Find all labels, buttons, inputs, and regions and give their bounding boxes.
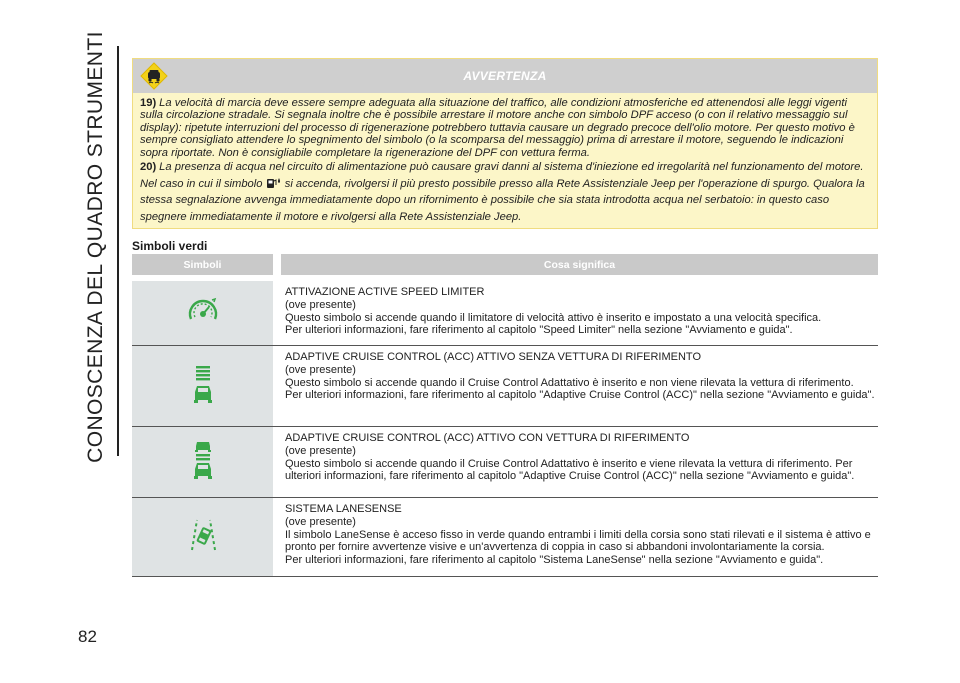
table-row [132,427,878,498]
header-meaning: Cosa significa [281,254,878,275]
row-note: (ove presente) [285,363,356,376]
row-line: Per ulteriori informazioni, fare riferimento al capitolo "Sistema LaneSense" nella sezione "Avviamento e guida". [285,554,824,567]
acc-no-vehicle-icon [191,364,215,409]
row-line: Questo simbolo si accende quando il Cruise Control Adattativo è inserito e viene rilevata la vettura di riferimento. Per ulteriori informazioni, fare riferimento al capitolo "Adaptive Cruise Control (ACC)" nella sezione "Avviamento e guida". [285,457,855,483]
water-in-fuel-icon [266,176,282,189]
car-warning-icon [140,62,168,90]
row-line: Il simbolo LaneSense è acceso fisso in verde quando entrambi i limiti della corsia sono stati rilevati e il sistema è attivo e pronto per fornire avvertenze visive e un'avvertenza di coppia in caso si abbandoni involontariamente la corsia. [285,528,871,554]
row-line: Questo simbolo si accende quando il Cruise Control Adattativo è inserito e non viene rilevata la vettura di riferimento. [285,376,854,389]
table-row [132,346,878,427]
warning-item-20: 20) La presenza di acqua nel circuito di alimentazione può causare gravi danni al sistema d'iniezione ed irregolarità nel funzionamento del motore. Nel caso in cui il simbolo si accenda, rivolgersi il più presto possibile presso alla Rete Assistenziale Jeep per l'operazione di spurgo. Qualora la stessa segnalazione avvenga immediatamente dopo un rifornimento è possibile che sia stata introdotta acqua nel serbatoio: in questo caso spegnere immediatamente il motore e rivolgersi alla Rete Assistenziale Jeep. [140,161,865,223]
row-note: (ove presente) [285,444,356,457]
side-chapter-title: CONOSCENZA DEL QUADRO STRUMENTI [84,31,108,463]
table-row [132,281,878,346]
side-rule-divider [117,46,119,456]
row-line: Questo simbolo si accende quando il limitatore di velocità attivo è inserito e impostato a una velocità specifica. [285,311,822,324]
row-title: ADAPTIVE CRUISE CONTROL (ACC) ATTIVO CON VETTURA DI RIFERIMENTO [285,432,690,444]
acc-with-vehicle-icon [191,440,215,485]
section-title: Simboli verdi [132,239,208,253]
warning-text [133,93,877,225]
warning-header [133,59,877,93]
lanesense-icon [188,518,218,557]
symbols-table [132,254,878,577]
row-note: (ove presente) [285,298,356,311]
speed-limiter-icon [186,294,220,333]
table-header [132,254,878,275]
row-title: SISTEMA LANESENSE [285,503,402,515]
row-title: ADAPTIVE CRUISE CONTROL (ACC) ATTIVO SENZA VETTURA DI RIFERIMENTO [285,351,702,363]
warning-item-19: 19) La velocità di marcia deve essere sempre adeguata alla situazione del traffico, alle condizioni atmosferiche ed attenendosi alle leggi vigenti sulla circolazione stradale. Si segnala inoltre che è possibile arrestare il motore anche con simbolo DPF acceso (o con il relativo messaggio sul display): ripetute interruzioni del processo di rigenerazione potrebbero tuttavia causare un degrado precoce dell'olio motore. Per questo motivo è sempre consigliato attendere lo spegnimento del simbolo (o la scomparsa del messaggio) prima di arrestare il motore, seguendo le indicazioni sopra riportate. Non è consigliabile completare la rigenerazione del DPF con vettura ferma. [140,97,855,159]
warning-box [132,58,878,229]
warning-title: AVVERTENZA [463,69,547,83]
row-note: (ove presente) [285,515,356,528]
row-title: ATTIVAZIONE ACTIVE SPEED LIMITER [285,286,485,298]
row-line: Per ulteriori informazioni, fare riferimento al capitolo "Speed Limiter" nella sezione "Avviamento e guida". [285,324,793,337]
page-number: 82 [78,627,97,646]
table-row [132,498,878,577]
row-line: Per ulteriori informazioni, fare riferimento al capitolo "Adaptive Cruise Control (ACC)" nella sezione "Avviamento e guida". [285,389,875,402]
header-symbols: Simboli [132,254,273,275]
